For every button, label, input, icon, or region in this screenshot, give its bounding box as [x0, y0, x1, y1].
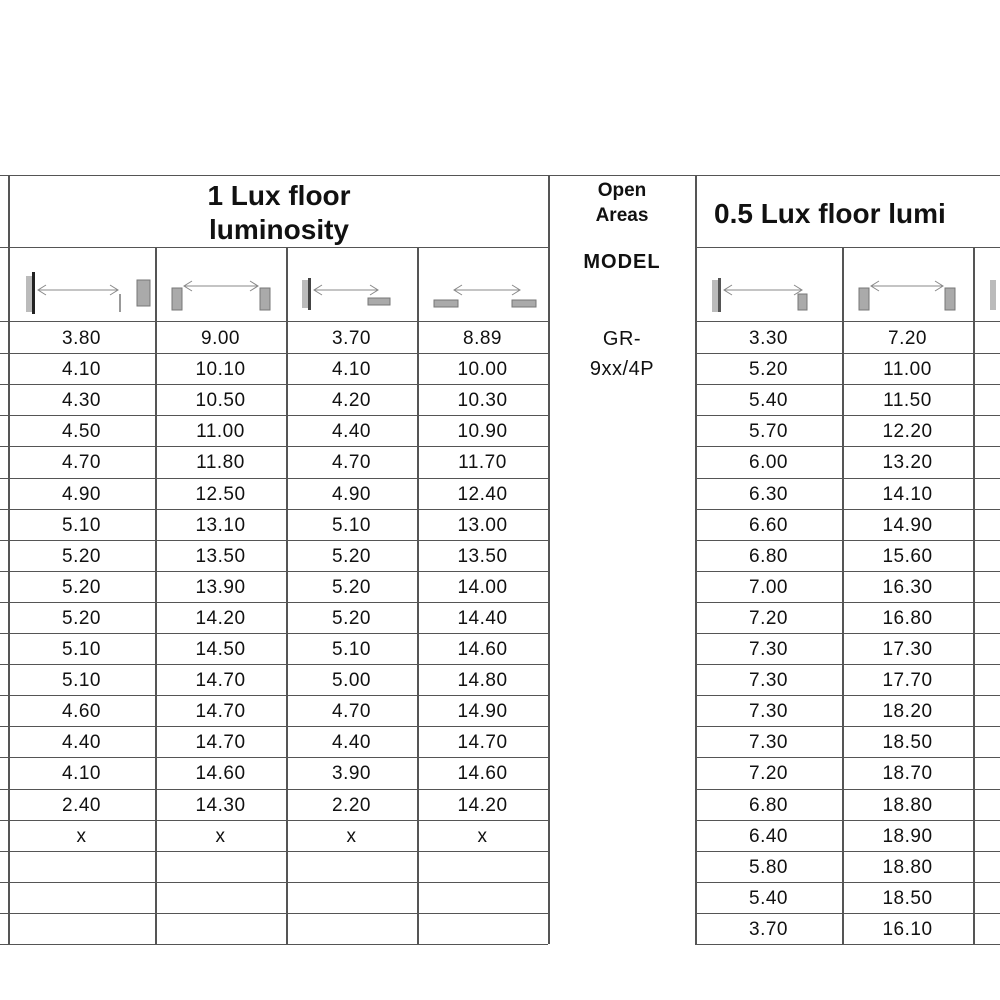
cell-left-col3: 5.20 — [332, 607, 371, 629]
cell-right-col2: 11.50 — [883, 390, 932, 412]
cell-left-col3: 3.70 — [332, 328, 371, 349]
row-divider — [695, 321, 1000, 322]
cell-left-col4 — [417, 851, 548, 882]
open-areas-line2: Areas — [595, 205, 649, 226]
row-divider — [695, 353, 1000, 354]
cell-right-col1: 6.80 — [749, 545, 788, 567]
row-divider — [0, 415, 548, 416]
cell-left-col2: 9.00 — [201, 328, 240, 349]
cell-left-col2: 13.10 — [195, 514, 246, 536]
row-divider — [695, 944, 1000, 945]
cell-left-col2: 11.00 — [196, 421, 245, 443]
cell-left-col4: 14.40 — [457, 607, 508, 629]
cell-left-col4: 10.30 — [457, 390, 508, 412]
cell-left-col3: 3.90 — [332, 763, 371, 785]
cell-left-col4: 14.70 — [457, 732, 508, 754]
cell-right-col1: 6.60 — [749, 514, 788, 536]
cell-right-col2: 18.80 — [882, 794, 933, 816]
cell-left-col1: x — [76, 825, 87, 847]
cell-right-col2: 16.10 — [882, 918, 933, 940]
cell-right-col2: 18.90 — [882, 825, 933, 847]
cell-left-col4: 14.80 — [457, 670, 508, 692]
cell-right-col2: 18.20 — [882, 701, 933, 723]
cell-right-col2: 12.20 — [882, 421, 933, 443]
column-divider — [973, 247, 975, 944]
cell-left-col3: 4.70 — [332, 452, 371, 474]
row-divider — [695, 540, 1000, 541]
cell-left-col4: 11.70 — [458, 452, 507, 474]
cell-right-col2: 18.70 — [882, 763, 933, 785]
cell-left-col1: 3.80 — [62, 328, 101, 349]
cell-right-col1: 7.20 — [749, 607, 788, 629]
cell-left-col2: 10.10 — [195, 359, 246, 381]
partial-column-icon — [988, 278, 1000, 312]
row-divider — [695, 726, 1000, 727]
cell-left-col2: 13.90 — [195, 576, 246, 598]
row-divider — [695, 789, 1000, 790]
row-divider — [0, 851, 548, 852]
row-divider — [0, 726, 548, 727]
row-divider — [0, 820, 548, 821]
row-divider — [0, 509, 548, 510]
open-areas-line1: Open — [597, 180, 647, 201]
cell-left-col3: 4.70 — [332, 701, 371, 723]
cell-right-col1: 7.20 — [749, 763, 788, 785]
cell-left-col1: 5.20 — [62, 576, 101, 598]
cell-left-col1: 5.10 — [62, 639, 101, 660]
row-divider — [695, 664, 1000, 665]
cell-left-col2: 14.70 — [195, 670, 246, 692]
row-divider — [695, 633, 1000, 634]
cell-left-col1: 5.10 — [62, 670, 101, 692]
cell-right-col1: 5.20 — [749, 359, 788, 381]
cell-left-col1 — [8, 882, 155, 913]
cell-left-col3 — [286, 851, 417, 882]
cell-right-col1: 5.40 — [749, 887, 788, 909]
cell-left-col3: 5.20 — [332, 576, 371, 598]
cell-left-col2: x — [215, 825, 226, 847]
row-divider — [0, 633, 548, 634]
cell-left-col1: 2.40 — [62, 794, 101, 816]
cell-right-col1: 3.70 — [749, 918, 788, 940]
cell-right-col2: 18.50 — [882, 732, 933, 754]
cell-left-col4: 13.50 — [457, 545, 508, 567]
column-divider — [842, 247, 844, 944]
row-divider — [695, 695, 1000, 696]
model-value-line1: GR- — [602, 328, 642, 350]
cell-left-col1: 4.90 — [62, 483, 101, 505]
cell-left-col4 — [417, 882, 548, 913]
ceiling-to-ceiling-distance-icon — [168, 272, 278, 318]
column-divider — [548, 175, 550, 944]
row-divider — [0, 478, 548, 479]
row-divider — [0, 602, 548, 603]
cell-left-col2 — [155, 913, 286, 944]
cell-left-col3: 4.90 — [332, 483, 371, 505]
cell-left-col1: 4.10 — [62, 763, 101, 785]
right-title: 0.5 Lux floor lumi — [714, 198, 946, 229]
cell-right-col2: 15.60 — [882, 545, 933, 567]
row-divider — [0, 789, 548, 790]
column-divider — [155, 247, 157, 944]
row-divider — [695, 913, 1000, 914]
row-divider — [695, 478, 1000, 479]
cell-right-col2: 17.30 — [882, 639, 933, 660]
cell-left-col3 — [286, 913, 417, 944]
row-divider — [0, 571, 548, 572]
cell-right-col2: 7.20 — [888, 328, 927, 349]
row-divider — [0, 913, 548, 914]
cell-right-col1: 6.80 — [749, 794, 788, 816]
cell-right-col2: 18.50 — [882, 887, 933, 909]
cell-left-col4: 10.00 — [457, 359, 508, 381]
cell-left-col3: 5.00 — [332, 670, 371, 692]
cell-right-col1: 7.30 — [749, 670, 788, 692]
cell-right-col2: 14.90 — [882, 514, 933, 536]
cell-left-col1: 5.20 — [62, 607, 101, 629]
row-divider — [695, 882, 1000, 883]
column-divider — [286, 247, 288, 944]
cell-right-col1: 3.30 — [749, 328, 788, 349]
cell-right-col1: 7.30 — [749, 639, 788, 660]
cell-left-col2: 14.50 — [195, 639, 246, 660]
cell-right-col1: 6.30 — [749, 483, 788, 505]
column-divider — [8, 175, 10, 944]
cell-left-col4: 12.40 — [457, 483, 508, 505]
row-divider — [695, 820, 1000, 821]
ceiling-to-ceiling-distance-icon — [855, 272, 965, 318]
cell-left-col4 — [417, 913, 548, 944]
cell-left-col4: 14.60 — [457, 763, 508, 785]
cell-right-col1: 7.00 — [749, 576, 788, 598]
cell-left-col4: x — [477, 825, 488, 847]
cell-right-col1: 7.30 — [749, 701, 788, 723]
row-divider — [695, 446, 1000, 447]
cell-left-col2: 12.50 — [195, 483, 246, 505]
cell-left-col3: x — [346, 825, 357, 847]
cell-left-col2: 14.20 — [195, 607, 246, 629]
cell-left-col4: 14.20 — [457, 794, 508, 816]
cell-left-col3: 4.40 — [332, 732, 371, 754]
cell-left-col3: 4.40 — [332, 421, 371, 443]
row-divider — [695, 602, 1000, 603]
cell-left-col4: 10.90 — [457, 421, 508, 443]
floor-to-floor-distance-icon — [430, 272, 540, 318]
row-divider — [695, 247, 1000, 248]
cell-left-col1: 4.40 — [62, 732, 101, 754]
cell-left-col3: 4.20 — [332, 390, 371, 412]
cell-left-col1: 4.30 — [62, 390, 101, 412]
row-divider — [0, 695, 548, 696]
cell-left-col1 — [8, 851, 155, 882]
cell-left-col2: 11.80 — [196, 452, 245, 474]
row-divider — [0, 944, 548, 945]
row-divider — [0, 384, 548, 385]
column-divider — [417, 247, 419, 944]
cell-left-col4: 14.60 — [457, 639, 508, 660]
cell-left-col4: 14.90 — [457, 701, 508, 723]
cell-right-col1: 6.00 — [749, 452, 788, 474]
row-divider — [0, 353, 548, 354]
cell-left-col1 — [8, 913, 155, 944]
model-value-line2: 9xx/4P — [589, 358, 655, 380]
cell-left-col2 — [155, 882, 286, 913]
row-divider — [695, 851, 1000, 852]
cell-left-col1: 4.10 — [62, 359, 101, 381]
cell-right-col2: 16.80 — [882, 607, 933, 629]
cell-left-col4: 13.00 — [457, 514, 508, 536]
row-divider — [695, 571, 1000, 572]
cell-right-col1: 5.70 — [749, 421, 788, 443]
row-divider — [0, 540, 548, 541]
cell-left-col3: 5.10 — [332, 514, 371, 536]
column-divider — [695, 175, 697, 944]
cell-right-col2: 18.80 — [882, 856, 933, 878]
left-title-line2: luminosity — [208, 214, 349, 245]
cell-left-col1: 4.50 — [62, 421, 101, 443]
cell-left-col3: 5.10 — [332, 639, 371, 660]
cell-right-col2: 14.10 — [882, 483, 933, 505]
wall-to-ceiling-distance-icon — [710, 272, 820, 318]
cell-left-col3: 2.20 — [332, 794, 371, 816]
cell-left-col2: 14.70 — [195, 732, 246, 754]
cell-left-col2: 13.50 — [195, 545, 246, 567]
cell-left-col1: 5.10 — [62, 514, 101, 536]
cell-left-col1: 5.20 — [62, 545, 101, 567]
wall-to-floor-distance-icon — [298, 272, 398, 318]
cell-right-col1: 7.30 — [749, 732, 788, 754]
cell-left-col1: 4.70 — [62, 452, 101, 474]
row-divider — [0, 757, 548, 758]
row-divider — [695, 415, 1000, 416]
cell-left-col1: 4.60 — [62, 701, 101, 723]
cell-left-col4: 8.89 — [463, 328, 502, 349]
row-divider — [695, 384, 1000, 385]
cell-right-col2: 16.30 — [882, 576, 933, 598]
cell-left-col2: 10.50 — [195, 390, 246, 412]
row-divider — [0, 175, 1000, 176]
model-label: MODEL — [583, 251, 661, 273]
cell-left-col3: 5.20 — [332, 545, 371, 567]
row-divider — [0, 664, 548, 665]
cell-left-col3: 4.10 — [332, 359, 371, 381]
cell-right-col2: 11.00 — [883, 359, 932, 381]
cell-left-col4: 14.00 — [457, 576, 508, 598]
left-title-line1: 1 Lux floor — [207, 180, 351, 211]
cell-left-col2: 14.30 — [195, 794, 246, 816]
cell-left-col2 — [155, 851, 286, 882]
wall-to-ceiling-distance-icon — [20, 268, 152, 318]
row-divider — [695, 509, 1000, 510]
row-divider — [0, 882, 548, 883]
row-divider — [0, 321, 548, 322]
cell-left-col2: 14.60 — [195, 763, 246, 785]
cell-right-col1: 5.40 — [749, 390, 788, 412]
cell-right-col1: 5.80 — [749, 856, 788, 878]
cell-left-col3 — [286, 882, 417, 913]
cell-left-col2: 14.70 — [195, 701, 246, 723]
row-divider — [0, 247, 548, 248]
row-divider — [0, 446, 548, 447]
row-divider — [695, 757, 1000, 758]
cell-right-col2: 17.70 — [882, 670, 933, 692]
cell-right-col1: 6.40 — [749, 825, 788, 847]
cell-right-col2: 13.20 — [882, 452, 933, 474]
